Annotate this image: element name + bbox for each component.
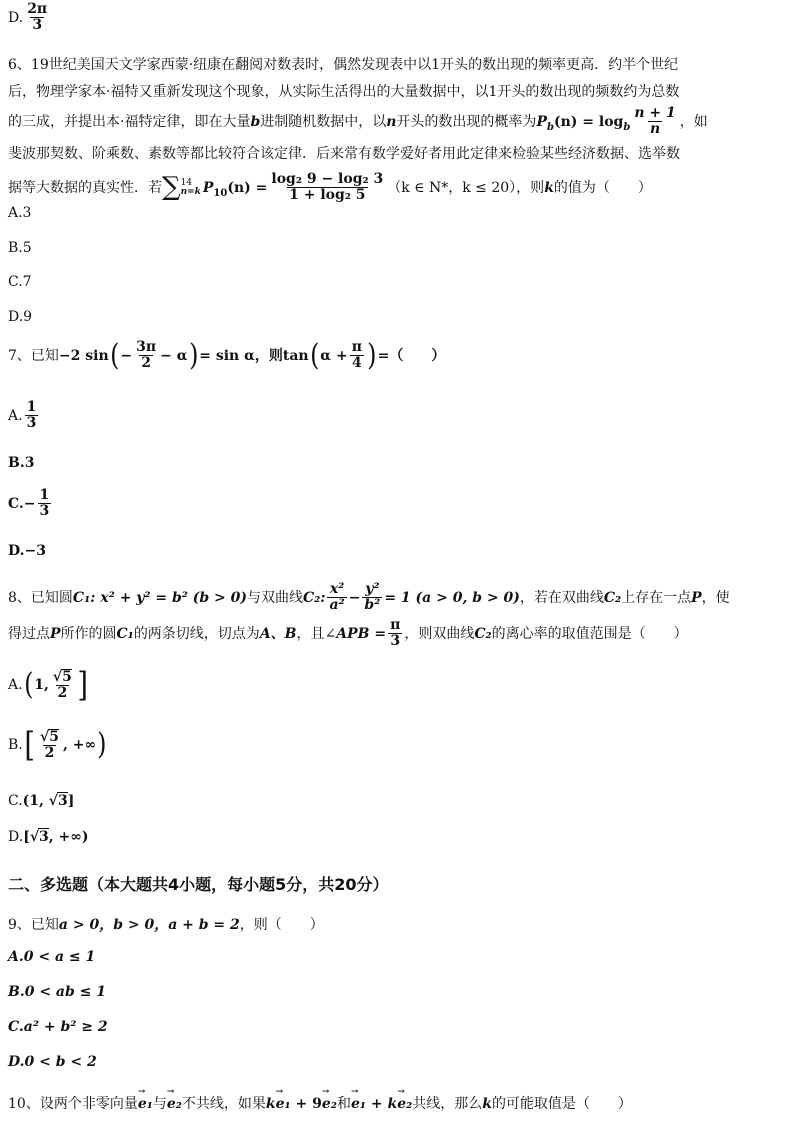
q8-option-a: A.(1, $\frac{√5}{2}$ ] (8, 665, 88, 705)
q6-line2: 后，物理学家本·福特又重新发现这个现象，从实际生活得出的大量数据中，以1开头的数出现的频数约为总数 (8, 84, 680, 100)
question-10: 10、设两个非零向量→ e₁与→ e₂不共线，如果k→ e₁ + 9→ e₂和→ e₁ + k→ e₂共线，那么k的可能取值是（ ） (8, 1093, 784, 1113)
q8-option-c: C.(1, √3] (8, 793, 75, 809)
q8-option-b: B.[ $\frac{√5}{2}$ , +∞) (8, 725, 107, 765)
q8-option-d: D.[√3, +∞) (8, 829, 89, 845)
question-9: 9、已知a > 0，b > 0，a + b = 2，则（ ） (8, 917, 324, 933)
three-pi-over-two: $\frac{3\pi}{2}$ (136, 339, 157, 372)
section-2-heading: 二、多选题（本大题共4小题，每小题5分，共20分） (8, 875, 389, 894)
q6-line5: 据等大数据的真实性．若∑ 14 n=k $P_{10}(n)$ = $\frac{\text{log₂ 9 − log₂ 3}}{\text{1 + log₂ 5}}$ （k ∈ N*，k ≤ 20），则k的值为（ ） (8, 170, 652, 204)
q9-option-b: B.0 < ab ≤ 1 (8, 984, 107, 1000)
q6-line4: 斐波那契数、阶乘数、素数等都比较符合该定律．后来常有数学爱好者用此定律来检验某些经济数据、选举数 (8, 145, 680, 162)
q6-line1: 6、19世纪美国天文学家西蒙·纽康在翻阅对数表时，偶然发现表中以1开头的数出现的频率更高．约半个世纪 (8, 57, 679, 73)
log-ratio-fraction: $\frac{\text{log₂ 9 − log₂ 3}}{\text{1 + log₂ 5}}$ (271, 170, 384, 204)
question-6 (8, 52, 784, 207)
q6-option-a: A.3 (8, 205, 32, 221)
q6-option-b: B.5 (8, 240, 32, 256)
q9-option-a: A.0 < a ≤ 1 (8, 949, 96, 965)
q6-option-d: D.9 (8, 309, 33, 325)
option-fraction: $\frac{2\pi}{3}$ (27, 1, 48, 34)
q9-option-d: D.0 < b < 2 (8, 1054, 97, 1070)
question-8-line2: 得过点P所作的圆C₁的两条切线，切点为A、B，且∠APB = $\frac{\pi}{3}$ ，则双曲线C₂的离心率的取值范围是（ ） (8, 617, 688, 650)
probability-fraction: $\frac{n + 1}{n}$ (634, 105, 676, 138)
question-8-line1: 8、已知圆C₁: x² + y² = b² (b > 0)与双曲线C₂: $\frac{\text{x²}}{\text{a²}}$ − $\frac{\text{y²}}{\text{b²}}$ = 1 (a > 0, b > 0)，若在双曲线C₂上存在一点P，使 (8, 581, 730, 614)
summation-limits: 14 n=k (180, 177, 201, 197)
q7-option-b: B.3 (8, 455, 35, 471)
q6-line3: 的三成，并提出本·福特定律，即在大量b进制随机数据中，以n开头的数出现的概率为$P_b(n) = \log_b$ $\frac{n + 1}{n}$ ，如 (8, 105, 708, 138)
q7-option-c: C.− $\frac{1}{3}$ (8, 487, 50, 520)
question-7: 7、已知−2 sin(− $\frac{3\pi}{2}$ − α)= sin α，则tan(α + $\frac{\pi}{4}$ )=（ ） (8, 337, 446, 373)
q9-option-c: C.a² + b² ≥ 2 (8, 1019, 108, 1035)
prev-question-option-d: D. $\frac{2\pi}{3}$ (8, 1, 48, 34)
q6-option-c: C.7 (8, 274, 32, 290)
q7-option-a: A. $\frac{1}{3}$ (8, 399, 37, 432)
q7-option-d: D.−3 (8, 543, 46, 559)
pi-over-four: $\frac{\pi}{4}$ (351, 339, 362, 372)
summation-symbol: ∑ (162, 172, 181, 203)
